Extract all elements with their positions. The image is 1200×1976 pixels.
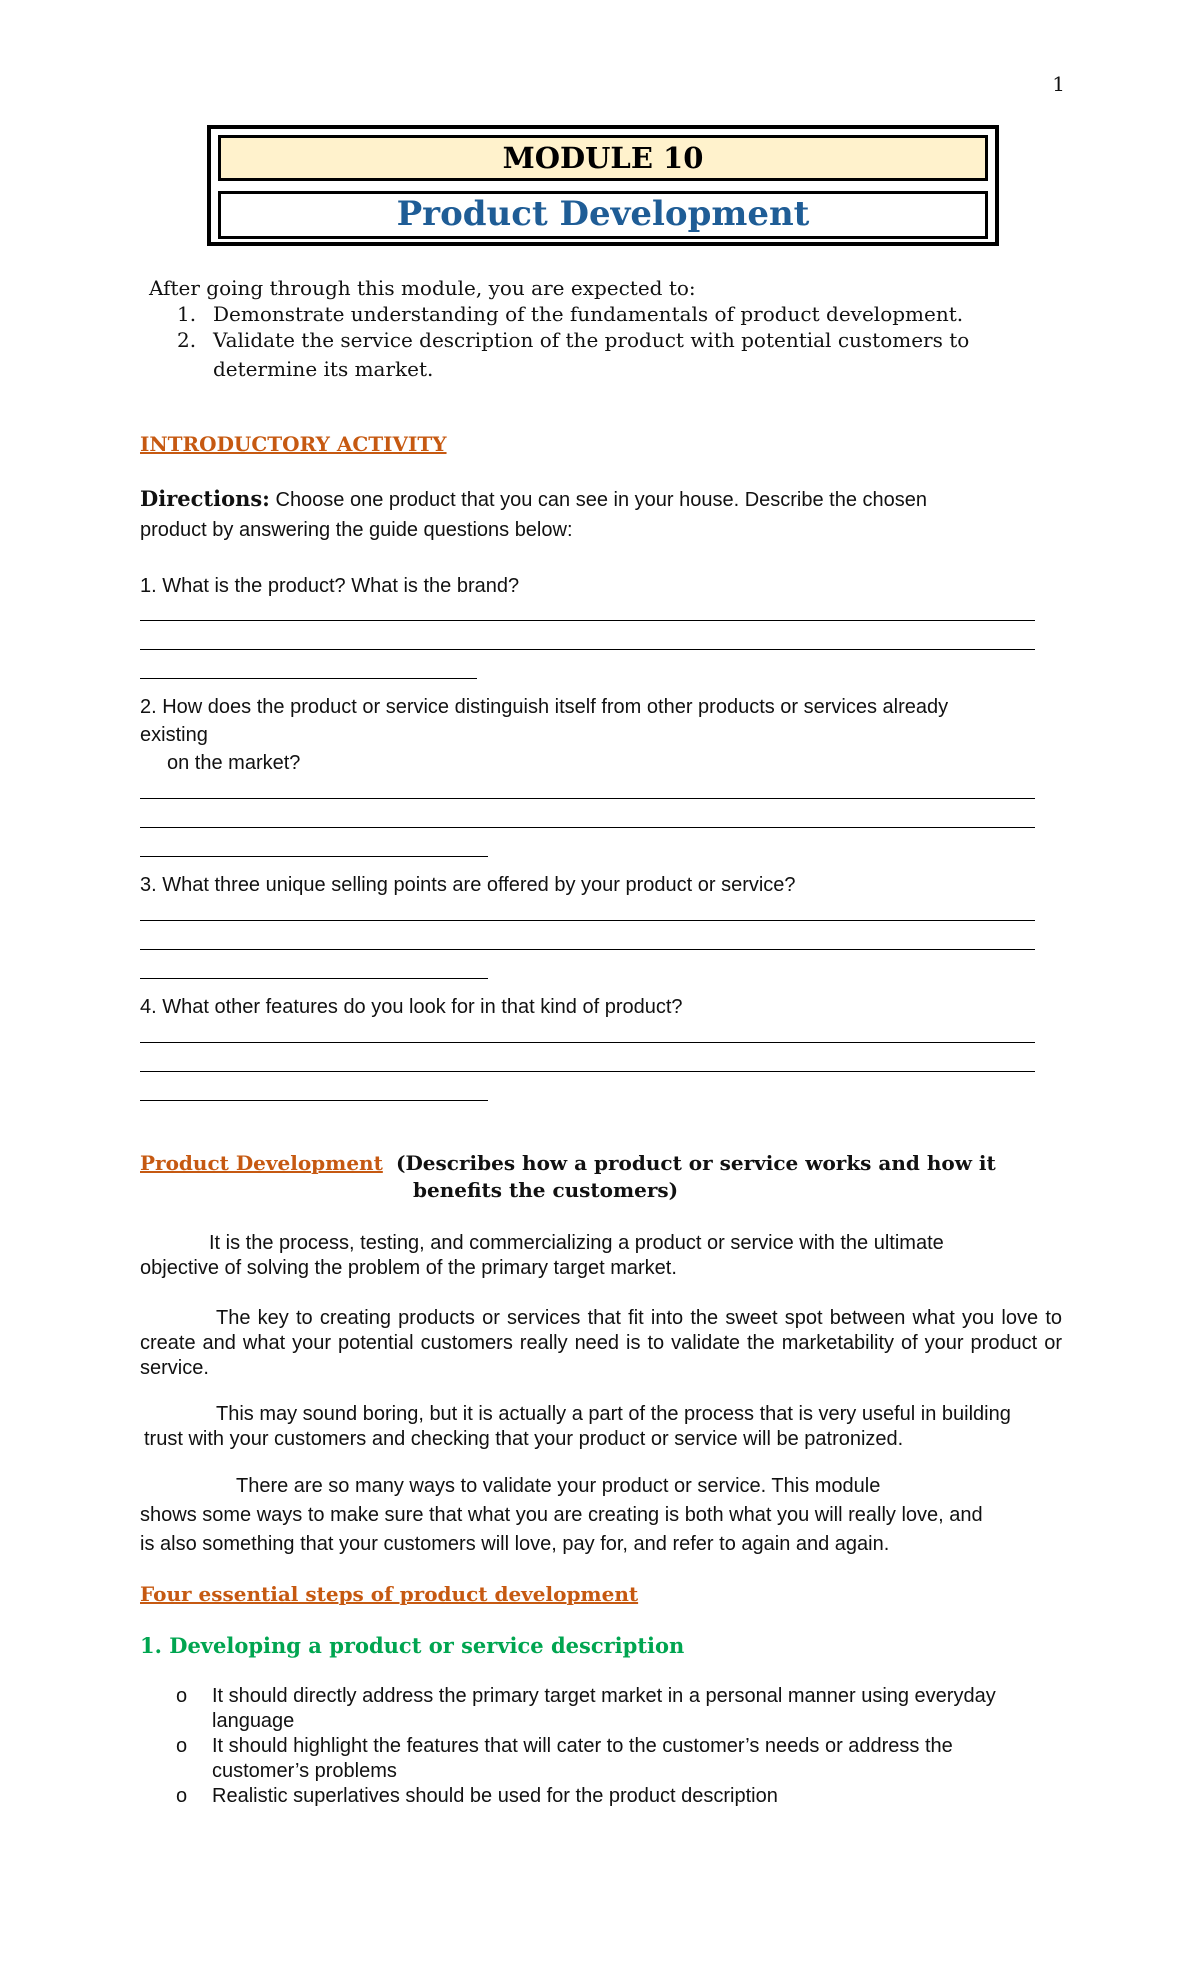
directions-label: Directions: bbox=[140, 486, 270, 511]
list-item bbox=[176, 1734, 1066, 1784]
answer-line[interactable] bbox=[140, 1100, 488, 1101]
bullet-icon: o bbox=[176, 1785, 188, 1807]
objective-text: determine its market. bbox=[213, 357, 434, 381]
answer-line[interactable] bbox=[140, 649, 1035, 650]
paragraph-line: It is the process, testing, and commercializing a product or service with the ultimate bbox=[209, 1232, 944, 1254]
module-title-box bbox=[207, 125, 999, 246]
paragraph-key-to-creating: The key to creating products or services that fit into the sweet spot between what you love to create and what your potential customers really need is to validate the marketability of your product or service. bbox=[140, 1307, 1062, 1379]
paragraph-line: There are so many ways to validate your product or service. This module bbox=[236, 1475, 881, 1497]
step-1-bullets bbox=[176, 1684, 1066, 1809]
product-development-description-continued: benefits the customers) bbox=[413, 1178, 679, 1202]
introductory-activity-heading: INTRODUCTORY ACTIVITY bbox=[140, 432, 447, 456]
question-4: 4. What other features do you look for in that kind of product? bbox=[140, 996, 683, 1018]
objectives bbox=[149, 275, 1029, 382]
objective-text: Validate the service description of the product with potential customers to bbox=[213, 328, 970, 352]
question-2-line: on the market? bbox=[167, 752, 301, 774]
question-1: 1. What is the product? What is the brand? bbox=[140, 575, 520, 597]
paragraph-may-sound-boring bbox=[144, 1402, 1064, 1452]
objective-text: Demonstrate understanding of the fundamentals of product development. bbox=[213, 302, 964, 326]
paragraph-process bbox=[140, 1231, 1040, 1281]
list-item bbox=[176, 1684, 1066, 1734]
paragraph-line: objective of solving the problem of the primary target market. bbox=[140, 1257, 677, 1279]
answer-line[interactable] bbox=[140, 978, 488, 979]
answer-line[interactable] bbox=[140, 1071, 1035, 1072]
objectives-intro: After going through this module, you are expected to: bbox=[149, 276, 696, 300]
answer-line[interactable] bbox=[140, 620, 1035, 621]
question-2-line: 2. How does the product or service distinguish itself from other products or services already bbox=[140, 696, 949, 718]
directions-text-continued: product by answering the guide questions below: bbox=[140, 519, 573, 541]
bullet-text: It should directly address the primary target market in a personal manner using everyday bbox=[212, 1685, 996, 1707]
objective-item bbox=[149, 327, 1029, 353]
answer-line[interactable] bbox=[140, 856, 488, 857]
bullet-text: customer’s problems bbox=[212, 1760, 397, 1782]
paragraph-line: trust with your customers and checking that your product or service will be patronized. bbox=[144, 1428, 904, 1450]
answer-line[interactable] bbox=[140, 678, 477, 679]
objective-item-continued bbox=[149, 356, 1029, 382]
product-development-description: (Describes how a product or service works and how it bbox=[396, 1151, 996, 1175]
objective-item bbox=[149, 301, 1029, 327]
product-development-heading: Product Development bbox=[140, 1151, 383, 1175]
directions bbox=[140, 484, 1030, 545]
bullet-text: language bbox=[212, 1710, 295, 1732]
bullet-icon: o bbox=[176, 1685, 188, 1707]
page-number: 1 bbox=[1052, 72, 1065, 96]
paragraph-line: This may sound boring, but it is actually a part of the process that is very useful in building bbox=[216, 1403, 1011, 1425]
four-steps-heading: Four essential steps of product development bbox=[140, 1582, 639, 1606]
question-2-line: existing bbox=[140, 724, 208, 746]
paragraph-many-ways bbox=[140, 1472, 1060, 1559]
question-2 bbox=[140, 693, 1040, 777]
paragraph-line: is also something that your customers will love, pay for, and refer to again and again. bbox=[140, 1533, 890, 1555]
answer-line[interactable] bbox=[140, 798, 1035, 799]
answer-line[interactable] bbox=[140, 827, 1035, 828]
paragraph-line: shows some ways to make sure that what you are creating is both what you will really love, and bbox=[140, 1504, 983, 1526]
bullet-text: Realistic superlatives should be used for the product description bbox=[212, 1785, 778, 1807]
list-item bbox=[176, 1784, 1066, 1809]
answer-line[interactable] bbox=[140, 920, 1035, 921]
module-title: Product Development bbox=[218, 191, 988, 239]
question-3: 3. What three unique selling points are offered by your product or service? bbox=[140, 874, 796, 896]
answer-line[interactable] bbox=[140, 949, 1035, 950]
bullet-icon: o bbox=[176, 1735, 188, 1757]
bullet-text: It should highlight the features that will cater to the customer’s needs or address the bbox=[212, 1735, 953, 1757]
objective-number: 2. bbox=[177, 328, 197, 352]
directions-text: Choose one product that you can see in your house. Describe the chosen bbox=[269, 489, 928, 511]
objective-number: 1. bbox=[177, 302, 197, 326]
step-1-title: 1. Developing a product or service description bbox=[140, 1633, 685, 1658]
answer-line[interactable] bbox=[140, 1042, 1035, 1043]
module-number: MODULE 10 bbox=[218, 135, 988, 181]
